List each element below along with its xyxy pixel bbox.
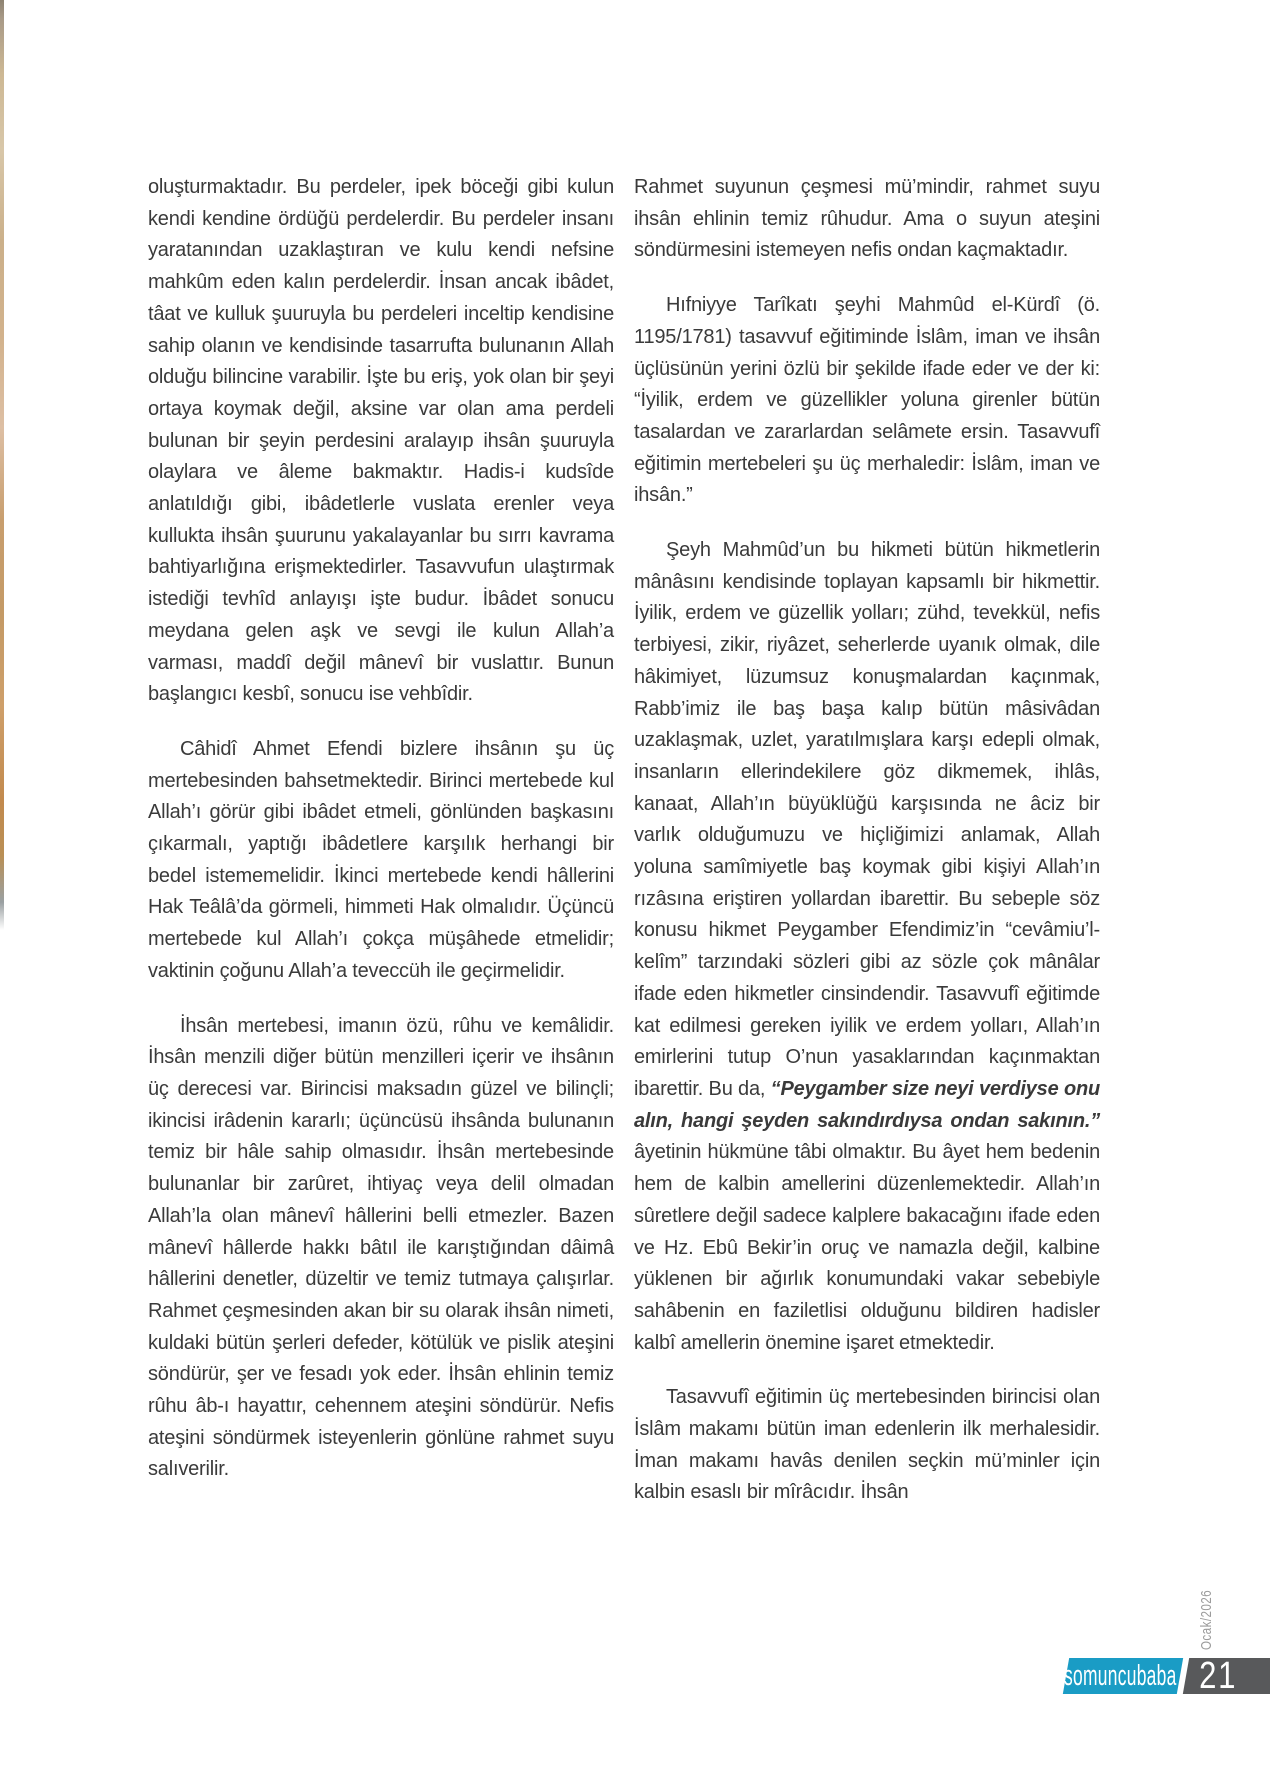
page-number: 21 bbox=[1199, 1655, 1238, 1697]
article-paragraph bbox=[634, 535, 1100, 1359]
paragraph-text: âyetinin hükmüne tâbi olmaktır. Bu âyet hem bedenin hem de kalbin amellerini düzenlemektedir. Allah’ın sûretlere değil sadece kalplere bakacağını ifade eden ve Hz. Ebû Bekir’in oruç ve namazla değil, kalbine yüklenen bir ağırlık konumundaki vakar sebebiyle sahâbenin en faziletlisi olduğunu bildiren hadisler kalbî amellerin önemine işaret etmektedir. bbox=[634, 1141, 1100, 1354]
article-column-right bbox=[634, 172, 1100, 1509]
article-paragraph: oluşturmaktadır. Bu perdeler, ipek böceği gibi kulun kendi kendine ördüğü perdelerdir. Bu perdeler insanı yaratanından uzaklaştıran ve kulu kendi nefsine mahkûm eden kalın perdelerdir. İnsan ancak ibâdet, tâat ve kulluk şuuruyla bu perdeleri inceltip kendisine sahip olanın ve kendisinde tasarrufta bulunanın Allah olduğu bilincine varabilir. İşte bu eriş, yok olan bir şeyi ortaya koymak değil, aksine var olan ama perdeli bulunan bir şeyin perdesini aralayıp ihsân şuuruyla olaylara ve âleme bakmaktır. Hadis-i kudsîde anlatıldığı gibi, ibâdetlerle vuslata erenler veya kullukta ihsân şuurunu yakalayanlar bu sırrı kavrama bahtiyarlığına erişmektedirler. Tasavvufun ulaştırmak istediği tevhîd anlayışı işte budur. İbâdet sonucu meydana gelen aşk ve sevgi ile kulun Allah’a varması, maddî değil mânevî bir vuslattır. Bunun başlangıcı kesbî, sonucu ise vehbîdir. bbox=[148, 176, 614, 706]
article-paragraph: Câhidî Ahmet Efendi bizlere ihsânın şu üç mertebesinden bahsetmektedir. Birinci mertebede kul Allah’ı görür gibi ibâdet etmeli, gönlünden başkasını çıkarmalı, yaptığı ibâdetlere karşılık herhangi bir bedel istememelidir. İkinci mertebede kendi hâllerini Hak Teâlâ’da görmeli, himmeti Hak olmalıdır. Üçüncü mertebede kul Allah’ı çokça müşâhede etmelidir; vaktinin çoğunu Allah’a teveccüh ile geçirmelidir. bbox=[148, 737, 614, 982]
brand-logo-text: somuncubaba bbox=[1064, 1659, 1177, 1692]
article-paragraph: Tasavvufî eğitimin üç mertebesinden birincisi olan İslâm makamı bütün iman edenlerin ilk merhalesidir. İman makamı havâs denilen seçkin mü’minler için kalbin esaslı bir mîrâcıdır. İhsân bbox=[634, 1386, 1100, 1504]
paragraph-text: Şeyh Mahmûd’un bu hikmeti bütün hikmetlerin mânâsını kendisinde toplayan kapsamlı bir hikmettir. İyilik, erdem ve güzellik yolları; zühd, tevekkül, nefis terbiyesi, zikir, riyâzet, seherlerde uyanık olmak, dile hâkimiyet, lüzumsuz konuşmalardan kaçınmak, Rabb’imiz ile baş başa kalıp bütün mâsivâdan uzaklaşmak, uzlet, yaratılmışlara karşı edepli olmak, insanların ellerindekilere göz dikmemek, ihlâs, kanaat, Allah’ın büyüklüğü karşısında ne âciz bir varlık olduğumuzu ve hiçliğimizi anlamak, Allah yoluna samîmiyetle baş koymak gibi kişiyi Allah’ın rızâsına eriştiren yollardan ibarettir. Bu sebeple söz konusu hikmet Peygamber Efendimiz’in “cevâmiu’l-kelîm” tarzındaki sözleri gibi az sözle çok mânâlar ifade eden hikmetler cinsindendir. Tasavvufî eğitimde kat edilmesi gereken iyilik ve erdem yolları, Allah’ın emirlerini tutup O’nun yasaklarından kaçınmaktan ibarettir. Bu da, bbox=[634, 539, 1100, 1100]
article-paragraph: Rahmet suyunun çeşmesi mü’mindir, rahmet suyu ihsân ehlinin temiz rûhudur. Ama o suyun ateşini söndürmesini istemeyen nefis ondan kaçmaktadır. bbox=[634, 176, 1100, 262]
issue-date-vertical: Ocak/2026 bbox=[1198, 1589, 1215, 1651]
scripture-quote: “Peygamber size neyi verdiyse onu alın, hangi şeyden sakındırdıysa ondan sakının.” bbox=[634, 1077, 1100, 1132]
page-edge-strip bbox=[0, 0, 4, 930]
article-paragraph: Hıfniyye Tarîkatı şeyhi Mahmûd el-Kürdî (ö. 1195/1781) tasavvuf eğitiminde İslâm, iman ve ihsân üçlüsünün yerini özlü bir şekilde ifade eder ve der ki: “İyilik, erdem ve güzellikler yoluna girenler bütün tasalardan ve zararlardan selâmete ersin. Tasavvufî eğitimin mertebeleri şu üç merhaledir: İslâm, iman ve ihsân.” bbox=[634, 294, 1100, 507]
article-paragraph: İhsân mertebesi, imanın özü, rûhu ve kemâlidir. İhsân menzili diğer bütün menzilleri içerir ve ihsânın üç derecesi var. Birincisi maksadın güzel ve bilinçli; ikincisi irâdenin kararlı; üçüncüsü ihsânda bulunanın temiz bir hâle sahip olmasıdır. İhsân mertebesinde bulunanlar bir zarûret, ihtiyaç veya delil olmadan Allah’la olan mânevî hâllerini belli etmezler. Bazen mânevî hâllerde hakkı bâtıl ile karıştığından dâimâ hâllerini denetler, düzeltir ve temiz tutmaya çalışırlar. Rahmet çeşmesinden akan bir su olarak ihsân nimeti, kuldaki bütün şerleri defeder, kötülük ve pislik ateşini söndürür, şer ve fesadı yok eder. İhsân ehlinin temiz rûhu âb-ı hayattır, cehennem ateşini söndürür. Nefis ateşini söndürmek isteyenlerin gönlüne rahmet suyu salıverilir. bbox=[148, 1014, 614, 1481]
article-column-left bbox=[148, 172, 614, 1486]
brand-ribbon bbox=[1063, 1658, 1183, 1694]
page-number-ribbon bbox=[1183, 1655, 1270, 1697]
